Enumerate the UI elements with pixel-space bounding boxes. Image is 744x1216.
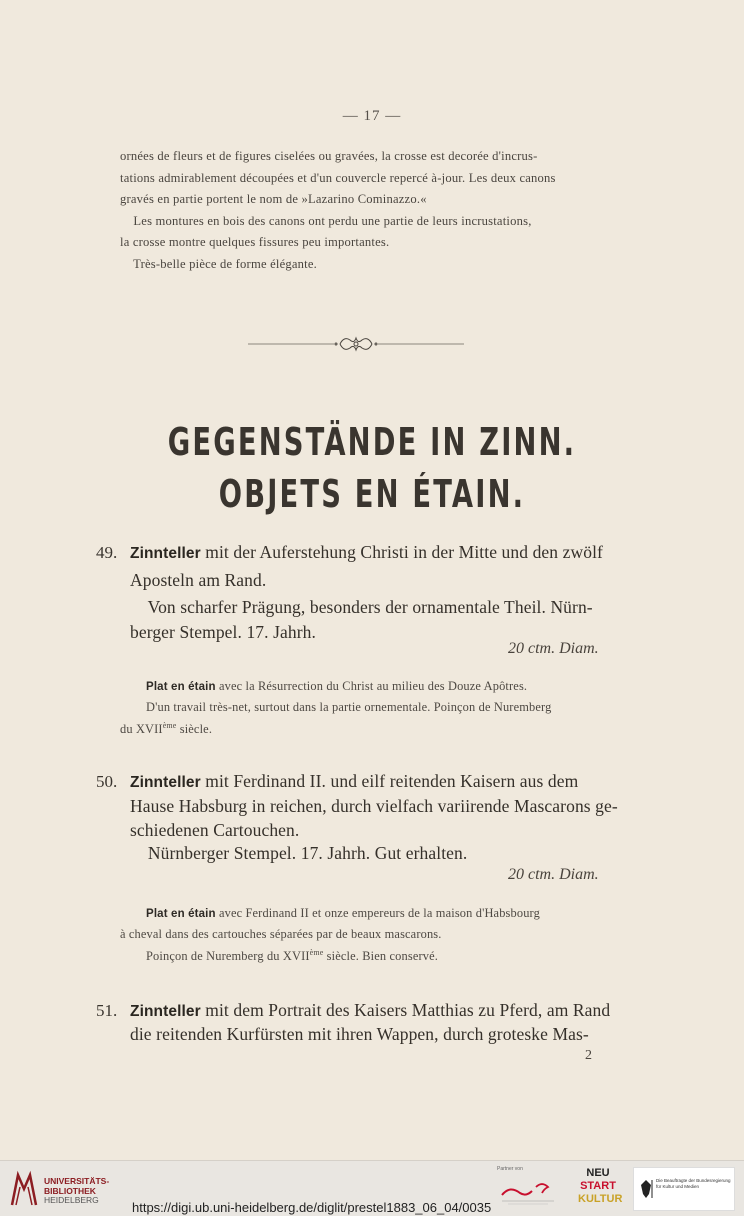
- neustart-kultur-logo[interactable]: NEU START KULTUR: [578, 1167, 623, 1205]
- entry-diameter: 20 ctm. Diam.: [508, 640, 599, 657]
- entry-number: 51.: [96, 1001, 118, 1020]
- federal-eagle-icon: [639, 1178, 653, 1200]
- section-ornament: [248, 332, 464, 356]
- continuation-line: tations admirablement découpées et d'un couvercle repercé à-jour. Les deux canons: [120, 170, 556, 185]
- entry-description-line: Zinnteller mit der Auferstehung Christi in der Mitte und den zwölf: [130, 542, 603, 562]
- continuation-line: ornées de fleurs et de figures ciselées ou gravées, la crosse est decorée d'incrus-: [120, 149, 538, 163]
- entry-french-line: à cheval dans des cartouches séparées par de beaux mascarons.: [120, 927, 442, 941]
- partner-label: Partner von: [497, 1166, 523, 1172]
- entry-description-line: schiedenen Cartouchen.: [130, 820, 300, 840]
- entry-term: Zinnteller: [130, 774, 201, 791]
- partner-bird-logo-icon[interactable]: [498, 1175, 564, 1207]
- permalink-url[interactable]: https://digi.ub.uni-heidelberg.de/diglit/prestel1883_06_04/0035: [132, 1200, 492, 1215]
- entry-description-line: Aposteln am Rand.: [130, 570, 267, 590]
- entry-description-line: Von scharfer Prägung, besonders der ornamentale Theil. Nürn-: [130, 597, 593, 617]
- entry-number: 50.: [96, 772, 118, 791]
- continuation-line: gravés en partie portent le nom de »Lazarino Cominazzo.«: [120, 192, 427, 206]
- entry-number: 49.: [96, 543, 118, 562]
- continuation-line: la crosse montre quelques fissures peu importantes.: [120, 235, 390, 249]
- continuation-line: Les montures en bois des canons ont perdu une partie de leurs incrustations,: [120, 213, 532, 228]
- entry-diameter: 20 ctm. Diam.: [508, 866, 599, 883]
- entry-french-line: D'un travail très-net, surtout dans la partie ornementale. Poinçon de Nuremberg: [146, 700, 552, 714]
- entry-french-term: Plat en étain: [146, 908, 216, 920]
- section-title-german: GEGENSTÄNDE IN ZINN.: [167, 420, 577, 464]
- entry-french-line: Poinçon de Nuremberg du XVIIème siècle. Bien conservé.: [146, 948, 439, 964]
- federal-government-text: Die Beauftragte der Bundesregierung für Kultur und Medien: [656, 1178, 731, 1189]
- page-number: — 17 —: [342, 108, 402, 124]
- entry-description-line: Hause Habsburg in reichen, durch vielfach variirende Mascarons ge-: [130, 796, 618, 816]
- footer-bar: [0, 1160, 744, 1216]
- entry-term: Zinnteller: [130, 1003, 201, 1020]
- entry-french-line: du XVIIème siècle.: [120, 721, 213, 737]
- entry-description-line: Zinnteller mit dem Portrait des Kaisers Matthias zu Pferd, am Rand: [130, 1000, 611, 1020]
- continuation-line: Très-belle pièce de forme élégante.: [120, 256, 317, 271]
- entry-description-line: Nürnberger Stempel. 17. Jahrh. Gut erhalten.: [130, 843, 468, 863]
- entry-description-line: berger Stempel. 17. Jahrh.: [130, 622, 316, 642]
- entry-term: Zinnteller: [130, 545, 201, 562]
- continuation-text: [120, 146, 626, 275]
- section-title-french: OBJETS EN ÉTAIN.: [218, 472, 526, 516]
- entry-french-term: Plat en étain: [146, 681, 216, 693]
- entry-description-line: Zinnteller mit Ferdinand II. und eilf reitenden Kaisern aus dem: [130, 771, 579, 791]
- entry-french-line: Plat en étain avec Ferdinand II et onze empereurs de la maison d'Habsbourg: [146, 906, 540, 920]
- entry-description-line: die reitenden Kurfürsten mit ihren Wappen, durch groteske Mas-: [130, 1024, 589, 1044]
- entry-french-line: Plat en étain avec la Résurrection du Christ au milieu des Douze Apôtres.: [146, 679, 528, 693]
- university-library-logo-icon[interactable]: [8, 1169, 40, 1209]
- federal-government-logo[interactable]: [633, 1167, 735, 1211]
- signature-mark: 2: [585, 1048, 592, 1063]
- library-name[interactable]: UNIVERSITÄTS- BIBLIOTHEK HEIDELBERG: [44, 1176, 110, 1205]
